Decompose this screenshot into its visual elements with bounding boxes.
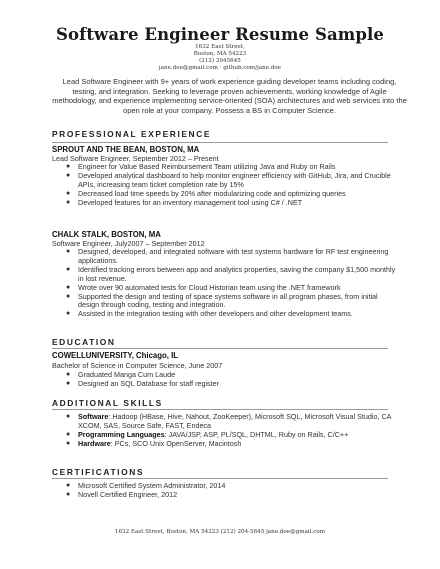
bullet-icon: ● bbox=[66, 371, 71, 378]
education-degree: Bachelor of Science in Computer Science, June 2007 bbox=[52, 361, 223, 370]
list-item: ● Engineer for Value Based Reimbursement Team utilizing Java and Ruby on Rails bbox=[66, 162, 336, 171]
job-company: SPROUT AND THE BEAN, BOSTON, MA bbox=[52, 145, 200, 154]
bullet-icon: ● bbox=[66, 292, 71, 300]
section-heading-certifications: CERTIFICATIONS bbox=[52, 467, 145, 477]
list-item: ● Assisted in the integration testing with other developers and other development teams. bbox=[66, 309, 353, 319]
section-heading-experience: PROFESSIONAL EXPERIENCE bbox=[52, 129, 212, 139]
skill-text: : Hadoop (HBase, Hive, Nahout, ZooKeeper), Microsoft SQL, Microsoft Visual Studio, CA XCOM, SAS, Source Safe, FAST, Endeca bbox=[78, 412, 392, 430]
job-role: Software Engineer, July2007 – September 2012 bbox=[52, 239, 205, 248]
section-divider bbox=[52, 409, 388, 410]
contact-street: 1632 East Street, bbox=[195, 44, 245, 50]
contact-links[interactable]: jane.doe@gmail.com · github.com/jane.doe bbox=[158, 65, 282, 71]
bullet-icon: ● bbox=[66, 430, 71, 438]
bullet-icon: ● bbox=[66, 439, 71, 447]
list-item: ● Identified tracking errors between app and analytics properties, saving the company $1,500 monthly in lost revenue. bbox=[66, 264, 396, 283]
job-bullets bbox=[66, 163, 396, 208]
section-heading-skills: ADDITIONAL SKILLS bbox=[52, 398, 163, 408]
bullet-icon: ● bbox=[66, 413, 71, 420]
section-divider bbox=[52, 348, 388, 349]
job-role: Lead Software Engineer, September 2012 – Present bbox=[52, 154, 219, 163]
skill-text: : JAVA/JSP, ASP, PL/SQL, DHTML, Ruby on Rails, C/C++ bbox=[164, 429, 349, 439]
resume-title: Software Engineer Resume Sample bbox=[56, 25, 384, 44]
list-item: ● Wrote over 90 automated tests for Cloud Historian team using the .NET framework bbox=[66, 282, 341, 292]
job-company: CHALK STALK, BOSTON, MA bbox=[52, 230, 161, 239]
list-item: ● Microsoft Certified System Administrator, 2014 bbox=[66, 481, 226, 490]
footer-contact: 1632 East Street, Boston, MA 54223 (212) 204-5645 jane.doe@gmail.com bbox=[114, 529, 326, 535]
job-bullets bbox=[66, 248, 396, 319]
skill-label: Software bbox=[78, 412, 109, 421]
education-bullets bbox=[66, 371, 396, 389]
contact-phone: (212) 2045645 bbox=[199, 58, 241, 64]
list-item bbox=[66, 440, 396, 449]
bullet-icon: ● bbox=[66, 283, 71, 291]
bullet-icon: ● bbox=[66, 490, 71, 498]
list-item: ● Novell Certified Engineer, 2012 bbox=[66, 489, 178, 499]
list-item: ● Graduated Manga Cum Laude bbox=[66, 370, 176, 379]
section-divider bbox=[52, 478, 388, 479]
list-item: ● Decreased load time speeds by 20% after modularizing code and optimizing queries bbox=[66, 188, 346, 198]
list-item: ● Developed features for an inventory management tool using C# / .NET bbox=[66, 197, 303, 207]
list-item: ● Designed, developed, and integrated software with test systems hardware for RF test engineering applications. bbox=[66, 247, 389, 265]
list-item: ● Designed an SQL Database for staff register bbox=[66, 378, 220, 388]
section-heading-education: EDUCATION bbox=[52, 337, 116, 347]
list-item bbox=[66, 413, 396, 431]
bullet-icon: ● bbox=[66, 482, 71, 489]
skill-label: Hardware bbox=[78, 438, 111, 448]
summary-paragraph: Lead Software Engineer with 9+ years of work experience guiding developer teams including coding, testing, and integration. Seeking to leverage proven achievements, working knowledge of Agile methodology, and experience implementing service-oriented (SOA) architectures and web services into the open role at your company. Possess a BS in Computer Science. bbox=[52, 77, 407, 115]
bullet-icon: ● bbox=[66, 163, 71, 170]
contact-city: Boston, MA 54223 bbox=[193, 51, 247, 57]
bullet-icon: ● bbox=[66, 248, 71, 255]
bullet-icon: ● bbox=[66, 379, 71, 387]
skill-label: Programming Languages bbox=[78, 429, 165, 439]
skills-list bbox=[66, 413, 396, 449]
bullet-icon: ● bbox=[66, 265, 71, 273]
bullet-icon: ● bbox=[66, 310, 71, 318]
bullet-icon: ● bbox=[66, 198, 71, 206]
certifications-list bbox=[66, 482, 396, 500]
bullet-icon: ● bbox=[66, 171, 71, 179]
section-divider bbox=[52, 142, 388, 143]
list-item: ● Developed analytical dashboard to help monitor engineer efficiency with GitHub, Jira, and Crucible APIs, increasing team ticket completion rate by 15% bbox=[66, 170, 391, 189]
list-item: ● Supported the design and testing of space systems software in all program phases, from initial design through coding, testing and integration. bbox=[66, 291, 378, 310]
skill-text: : PCs, SCO Unix OpenServer, Macintosh bbox=[110, 438, 242, 448]
bullet-icon: ● bbox=[66, 189, 71, 197]
education-school: COWELLUNIVERSITY, Chicago, IL bbox=[52, 351, 179, 360]
